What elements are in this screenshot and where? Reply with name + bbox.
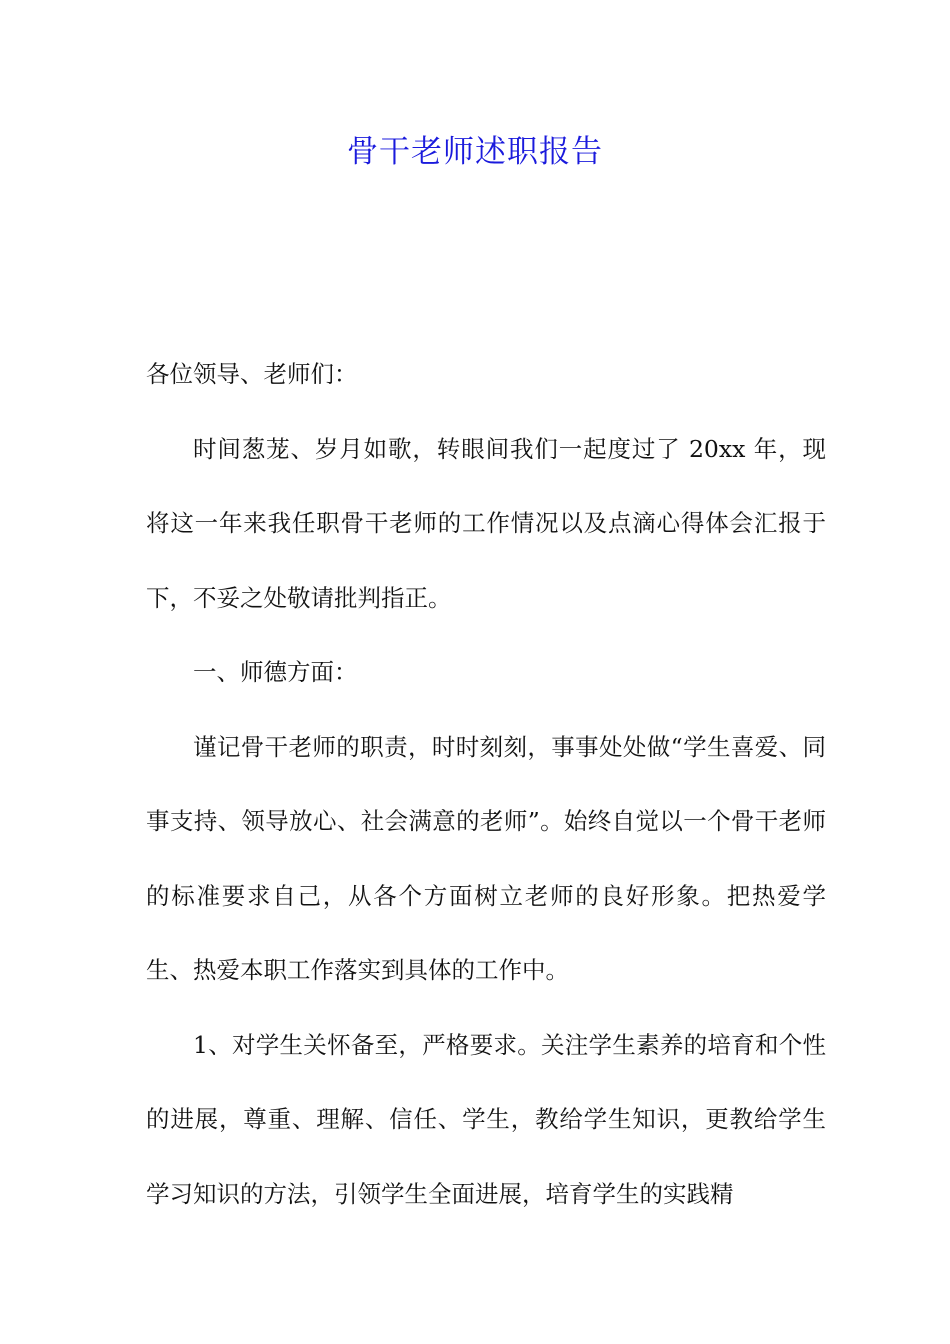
section-heading-ethics: 一、师德方面： (193, 658, 358, 686)
ethics-paragraph: 谨记骨干老师的职责，时时刻刻，事事处处做“学生喜爱、同事支持、领导放心、社会满意的老师”。始终自觉以一个骨干老师的标准要求自己，从各个方面树立老师的良好形象。把热爱学生、热爱本职工作落实到具体的工作中。 (146, 732, 826, 984)
document-body (146, 337, 826, 1231)
point-1-paragraph: 1、对学生关怀备至，严格要求。关注学生素养的培育和个性的进展，尊重、理解、信任、学生，教给学生知识，更教给学生学习知识的方法，引领学生全面进展，培育学生的实践精 (146, 1030, 826, 1208)
document-title: 骨干老师述职报告 (347, 134, 603, 170)
salutation-paragraph: 各位领导、老师们： (146, 360, 358, 388)
intro-paragraph: 时间葱茏、岁月如歌，转眼间我们一起度过了 20xx 年，现将这一年来我任职骨干老师的工作情况以及点滴心得体会汇报于下，不妥之处敬请批判指正。 (146, 434, 826, 612)
